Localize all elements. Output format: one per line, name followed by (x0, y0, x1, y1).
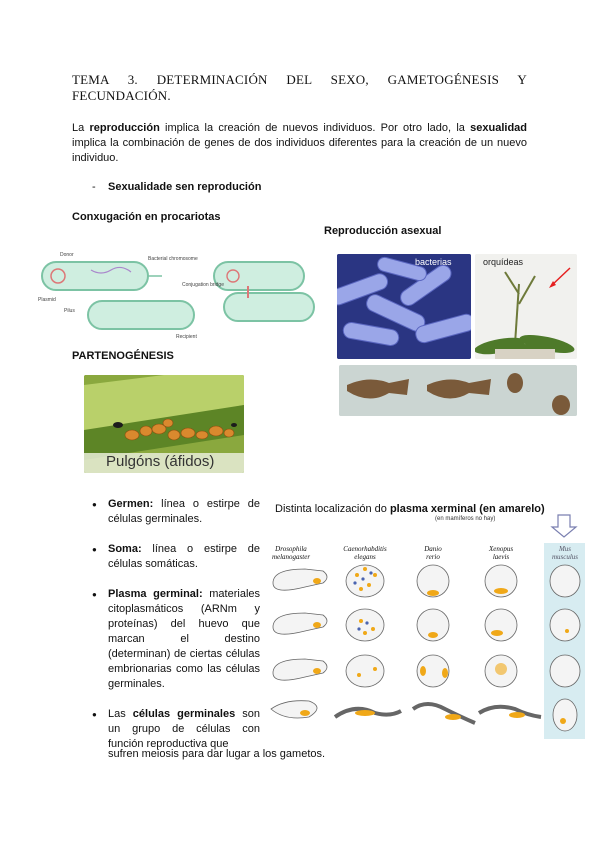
heading-conxugacion: Conxugación en procariotas (72, 211, 221, 223)
recipient-cell (88, 301, 194, 329)
column-danio: Danio rerio (424, 545, 442, 561)
bullet-plasma-germinal (92, 587, 260, 692)
intro-text: implica la combinación de genes de dos individuos diferentes para la creación de un nuevo individuo. (72, 137, 527, 164)
label-pilus: Pilus (64, 308, 75, 314)
label-conjugation-bridge: Conjugation bridge (182, 282, 224, 288)
germ-figure-title-a: Distinta localización do (275, 503, 390, 515)
germ-plasm-figure (265, 503, 585, 743)
bullet-celulas-germinales (92, 707, 260, 752)
orchid-plant (475, 254, 577, 359)
germ-figure-subtitle: (en mamíferos no hay) (435, 516, 496, 522)
down-arrow-icon (552, 515, 576, 537)
label-bacterias: bacterias (415, 257, 452, 267)
planarian-regeneration-image (339, 365, 577, 416)
bullet-soma (92, 542, 260, 572)
def-soma: línea o estirpe de células somáticas. (108, 543, 260, 570)
column-xenopus: Xenopus laevis (488, 545, 514, 561)
def-germen: línea o estirpe de células germinales. (108, 498, 260, 525)
conjugation-diagram (36, 246, 318, 342)
term-celulas-germinales: células germinales (132, 708, 236, 720)
donor-cell (42, 262, 148, 290)
bacteria-sem-image (337, 254, 471, 359)
section-sexualidade: - Sexualidade sen reprodución (92, 181, 262, 193)
conjugating-recipient-cell (224, 293, 314, 321)
column-caenorhabditis: Caenorhabditis elegans (343, 545, 387, 561)
intro-text: La (72, 122, 90, 134)
intro-text: implica la creación de nuevos individuos. Por otro lado, la (159, 122, 471, 134)
final-line: sufren meiosis para dar lugar a los gametos. (108, 748, 326, 760)
term-plasma-germinal: Plasma germinal: (108, 588, 203, 600)
pre-celulas-germinales: Las (108, 708, 133, 720)
label-recipient: Recipient (176, 334, 197, 340)
term-germen: Germen: (108, 498, 154, 510)
germ-figure-title-b: plasma xerminal (en amarelo) (389, 503, 545, 515)
def-celulas-germinales: son un grupo de células con función reproductiva que (108, 708, 260, 750)
term-reproduccion: reproducción (89, 122, 160, 134)
label-bacterial-chromosome: Bacterial chromosome (148, 256, 198, 262)
bullet-germen (92, 497, 260, 527)
germ-definitions-list (92, 497, 260, 752)
column-drosophila: Drosophila melanogaster (271, 545, 311, 561)
column-mus: Mus musculus (551, 545, 579, 561)
def-plasma-germinal: materiales citoplasmáticos (ARNm y proteínas) del huevo que marcan el destino (determinan) de ciertas células embrionarias como las células germinales. (108, 588, 261, 690)
page-title: TEMA 3. DETERMINACIÓN DEL SEXO, GAMETOGÉNESIS Y FECUNDACIÓN. (72, 72, 527, 103)
heading-reproduccion-asexual: Reproducción asexual (324, 225, 442, 237)
label-plasmid: Plasmid (38, 297, 56, 303)
orchid-image (475, 254, 577, 359)
conjugation-figure (36, 246, 318, 342)
section-label: Sexualidade sen reprodución (108, 181, 262, 193)
planarian-strip (339, 365, 577, 416)
aphids-photo (84, 375, 244, 473)
bacteria-rods (337, 254, 471, 359)
term-soma: Soma: (108, 543, 142, 555)
heading-partenogenesis: PARTENOGÉNESIS (72, 350, 174, 362)
germ-plasm-drawings (265, 503, 585, 743)
label-orquideas: orquídeas (483, 257, 524, 267)
label-donor: Donor (60, 252, 74, 258)
aphids-caption: Pulgóns (áfidos) (106, 453, 215, 470)
term-sexualidad: sexualidad (470, 122, 528, 134)
intro-paragraph (72, 121, 527, 166)
